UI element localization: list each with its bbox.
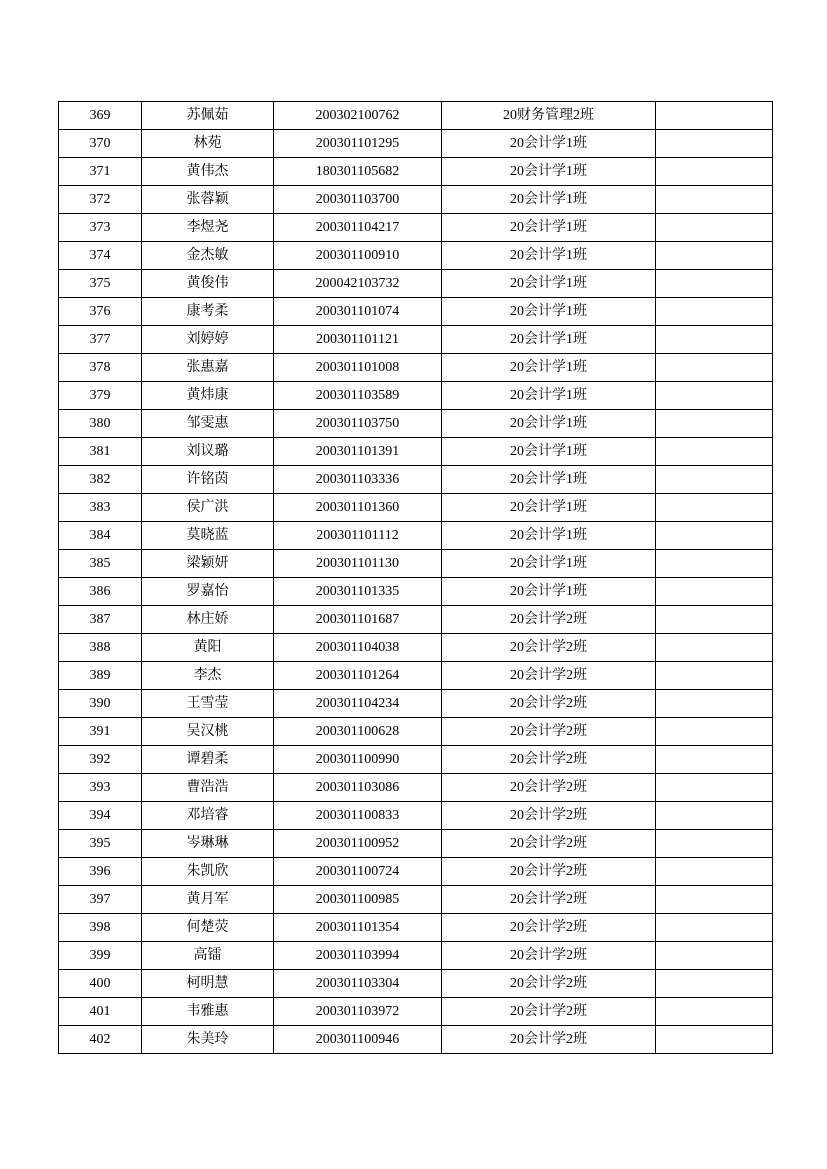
row-number-cell: 395 (59, 830, 142, 858)
student-name-cell: 许铭茵 (142, 466, 274, 494)
student-name-cell: 黄月军 (142, 886, 274, 914)
row-number-cell: 391 (59, 718, 142, 746)
row-number-cell: 372 (59, 186, 142, 214)
row-number-cell: 402 (59, 1026, 142, 1054)
note-cell (656, 606, 773, 634)
note-cell (656, 970, 773, 998)
student-name-cell: 侯广洪 (142, 494, 274, 522)
table-row (59, 802, 773, 830)
student-id-cell: 200301101354 (274, 914, 442, 942)
row-number-cell: 371 (59, 158, 142, 186)
row-number-cell: 374 (59, 242, 142, 270)
student-name-cell: 朱凯欣 (142, 858, 274, 886)
row-number-cell: 377 (59, 326, 142, 354)
table-row (59, 354, 773, 382)
student-id-cell: 200301100990 (274, 746, 442, 774)
note-cell (656, 354, 773, 382)
class-name-cell: 20会计学1班 (442, 298, 656, 326)
table-row (59, 718, 773, 746)
student-name-cell: 柯明慧 (142, 970, 274, 998)
table-row (59, 858, 773, 886)
table-row (59, 214, 773, 242)
row-number-cell: 387 (59, 606, 142, 634)
table-row (59, 382, 773, 410)
note-cell (656, 746, 773, 774)
row-number-cell: 370 (59, 130, 142, 158)
table-row (59, 466, 773, 494)
student-id-cell: 200301100833 (274, 802, 442, 830)
student-name-cell: 吴汉桃 (142, 718, 274, 746)
student-id-cell: 200301104234 (274, 690, 442, 718)
student-name-cell: 高镭 (142, 942, 274, 970)
table-row (59, 690, 773, 718)
class-name-cell: 20会计学1班 (442, 270, 656, 298)
class-name-cell: 20会计学2班 (442, 802, 656, 830)
note-cell (656, 130, 773, 158)
student-id-cell: 200301100952 (274, 830, 442, 858)
row-number-cell: 379 (59, 382, 142, 410)
row-number-cell: 376 (59, 298, 142, 326)
student-id-cell: 200301103994 (274, 942, 442, 970)
student-id-cell: 200302100762 (274, 102, 442, 130)
table-row (59, 774, 773, 802)
note-cell (656, 298, 773, 326)
row-number-cell: 400 (59, 970, 142, 998)
student-id-cell: 200301101687 (274, 606, 442, 634)
student-name-cell: 李煜尧 (142, 214, 274, 242)
student-name-cell: 王雪莹 (142, 690, 274, 718)
note-cell (656, 662, 773, 690)
student-name-cell: 罗嘉怡 (142, 578, 274, 606)
class-name-cell: 20会计学1班 (442, 550, 656, 578)
class-name-cell: 20会计学1班 (442, 382, 656, 410)
note-cell (656, 690, 773, 718)
row-number-cell: 380 (59, 410, 142, 438)
student-id-cell: 200301104038 (274, 634, 442, 662)
row-number-cell: 392 (59, 746, 142, 774)
note-cell (656, 270, 773, 298)
student-id-cell: 200301101335 (274, 578, 442, 606)
table-row (59, 438, 773, 466)
class-name-cell: 20会计学1班 (442, 466, 656, 494)
note-cell (656, 410, 773, 438)
note-cell (656, 522, 773, 550)
student-id-cell: 200301101112 (274, 522, 442, 550)
student-name-cell: 邹雯惠 (142, 410, 274, 438)
student-name-cell: 苏佩茹 (142, 102, 274, 130)
note-cell (656, 1026, 773, 1054)
student-name-cell: 岑琳琳 (142, 830, 274, 858)
student-name-cell: 曹浩浩 (142, 774, 274, 802)
row-number-cell: 382 (59, 466, 142, 494)
student-name-cell: 莫晓蓝 (142, 522, 274, 550)
student-name-cell: 林苑 (142, 130, 274, 158)
table-row (59, 242, 773, 270)
student-id-cell: 200301101008 (274, 354, 442, 382)
note-cell (656, 886, 773, 914)
student-name-cell: 张蓉颖 (142, 186, 274, 214)
note-cell (656, 438, 773, 466)
note-cell (656, 634, 773, 662)
student-name-cell: 刘议璐 (142, 438, 274, 466)
class-name-cell: 20会计学2班 (442, 690, 656, 718)
row-number-cell: 385 (59, 550, 142, 578)
class-name-cell: 20会计学1班 (442, 130, 656, 158)
note-cell (656, 998, 773, 1026)
student-name-cell: 康考柔 (142, 298, 274, 326)
note-cell (656, 466, 773, 494)
class-name-cell: 20会计学2班 (442, 606, 656, 634)
row-number-cell: 388 (59, 634, 142, 662)
student-id-cell: 200301101121 (274, 326, 442, 354)
class-name-cell: 20会计学1班 (442, 354, 656, 382)
note-cell (656, 326, 773, 354)
student-name-cell: 刘婷婷 (142, 326, 274, 354)
row-number-cell: 390 (59, 690, 142, 718)
student-name-cell: 黄阳 (142, 634, 274, 662)
table-row (59, 830, 773, 858)
row-number-cell: 393 (59, 774, 142, 802)
student-name-cell: 李杰 (142, 662, 274, 690)
student-name-cell: 谭碧柔 (142, 746, 274, 774)
student-id-cell: 200301101074 (274, 298, 442, 326)
row-number-cell: 378 (59, 354, 142, 382)
student-id-cell: 200301103336 (274, 466, 442, 494)
class-name-cell: 20会计学2班 (442, 830, 656, 858)
table-row (59, 298, 773, 326)
table-row (59, 886, 773, 914)
student-id-cell: 180301105682 (274, 158, 442, 186)
note-cell (656, 214, 773, 242)
note-cell (656, 550, 773, 578)
class-name-cell: 20会计学1班 (442, 494, 656, 522)
note-cell (656, 494, 773, 522)
class-name-cell: 20财务管理2班 (442, 102, 656, 130)
row-number-cell: 396 (59, 858, 142, 886)
note-cell (656, 942, 773, 970)
student-id-cell: 200301103589 (274, 382, 442, 410)
note-cell (656, 830, 773, 858)
note-cell (656, 578, 773, 606)
student-name-cell: 张惠嘉 (142, 354, 274, 382)
table-row (59, 942, 773, 970)
row-number-cell: 386 (59, 578, 142, 606)
class-name-cell: 20会计学2班 (442, 746, 656, 774)
student-id-cell: 200301100628 (274, 718, 442, 746)
student-id-cell: 200301100724 (274, 858, 442, 886)
note-cell (656, 774, 773, 802)
student-id-cell: 200301101264 (274, 662, 442, 690)
row-number-cell: 383 (59, 494, 142, 522)
class-name-cell: 20会计学2班 (442, 970, 656, 998)
row-number-cell: 389 (59, 662, 142, 690)
note-cell (656, 802, 773, 830)
student-name-cell: 黄俊伟 (142, 270, 274, 298)
table-row (59, 662, 773, 690)
class-name-cell: 20会计学2班 (442, 662, 656, 690)
table-row (59, 186, 773, 214)
class-name-cell: 20会计学2班 (442, 634, 656, 662)
student-id-cell: 200301100910 (274, 242, 442, 270)
row-number-cell: 394 (59, 802, 142, 830)
note-cell (656, 158, 773, 186)
table-row (59, 998, 773, 1026)
class-name-cell: 20会计学2班 (442, 886, 656, 914)
student-name-cell: 黄伟杰 (142, 158, 274, 186)
note-cell (656, 718, 773, 746)
row-number-cell: 369 (59, 102, 142, 130)
table-row (59, 494, 773, 522)
class-name-cell: 20会计学2班 (442, 858, 656, 886)
student-id-cell: 200301100946 (274, 1026, 442, 1054)
student-id-cell: 200042103732 (274, 270, 442, 298)
class-name-cell: 20会计学1班 (442, 214, 656, 242)
student-name-cell: 何楚荧 (142, 914, 274, 942)
row-number-cell: 384 (59, 522, 142, 550)
row-number-cell: 397 (59, 886, 142, 914)
row-number-cell: 373 (59, 214, 142, 242)
note-cell (656, 242, 773, 270)
roster-body (59, 102, 773, 1054)
note-cell (656, 186, 773, 214)
table-row (59, 326, 773, 354)
row-number-cell: 375 (59, 270, 142, 298)
note-cell (656, 382, 773, 410)
row-number-cell: 399 (59, 942, 142, 970)
student-name-cell: 邓培睿 (142, 802, 274, 830)
student-id-cell: 200301103086 (274, 774, 442, 802)
class-name-cell: 20会计学1班 (442, 438, 656, 466)
row-number-cell: 381 (59, 438, 142, 466)
table-row (59, 746, 773, 774)
class-name-cell: 20会计学1班 (442, 186, 656, 214)
student-id-cell: 200301101295 (274, 130, 442, 158)
student-id-cell: 200301104217 (274, 214, 442, 242)
student-id-cell: 200301103304 (274, 970, 442, 998)
student-id-cell: 200301101360 (274, 494, 442, 522)
row-number-cell: 401 (59, 998, 142, 1026)
student-id-cell: 200301103750 (274, 410, 442, 438)
table-row (59, 270, 773, 298)
student-id-cell: 200301100985 (274, 886, 442, 914)
class-name-cell: 20会计学1班 (442, 578, 656, 606)
class-name-cell: 20会计学1班 (442, 410, 656, 438)
table-row (59, 578, 773, 606)
student-id-cell: 200301103700 (274, 186, 442, 214)
class-name-cell: 20会计学1班 (442, 242, 656, 270)
student-name-cell: 朱美玲 (142, 1026, 274, 1054)
class-name-cell: 20会计学2班 (442, 942, 656, 970)
student-id-cell: 200301101130 (274, 550, 442, 578)
note-cell (656, 102, 773, 130)
table-row (59, 522, 773, 550)
class-name-cell: 20会计学1班 (442, 158, 656, 186)
table-row (59, 914, 773, 942)
student-name-cell: 韦雅惠 (142, 998, 274, 1026)
table-row (59, 550, 773, 578)
class-name-cell: 20会计学2班 (442, 914, 656, 942)
student-name-cell: 黄炜康 (142, 382, 274, 410)
table-row (59, 634, 773, 662)
class-name-cell: 20会计学2班 (442, 774, 656, 802)
table-row (59, 970, 773, 998)
class-name-cell: 20会计学1班 (442, 326, 656, 354)
class-name-cell: 20会计学2班 (442, 1026, 656, 1054)
table-row (59, 1026, 773, 1054)
note-cell (656, 858, 773, 886)
student-roster-table (58, 101, 773, 1054)
student-name-cell: 梁颖妍 (142, 550, 274, 578)
class-name-cell: 20会计学2班 (442, 718, 656, 746)
table-row (59, 606, 773, 634)
table-row (59, 158, 773, 186)
class-name-cell: 20会计学1班 (442, 522, 656, 550)
class-name-cell: 20会计学2班 (442, 998, 656, 1026)
table-row (59, 130, 773, 158)
row-number-cell: 398 (59, 914, 142, 942)
note-cell (656, 914, 773, 942)
table-row (59, 410, 773, 438)
student-id-cell: 200301103972 (274, 998, 442, 1026)
student-id-cell: 200301101391 (274, 438, 442, 466)
student-name-cell: 林庄娇 (142, 606, 274, 634)
table-row (59, 102, 773, 130)
student-name-cell: 金杰敏 (142, 242, 274, 270)
